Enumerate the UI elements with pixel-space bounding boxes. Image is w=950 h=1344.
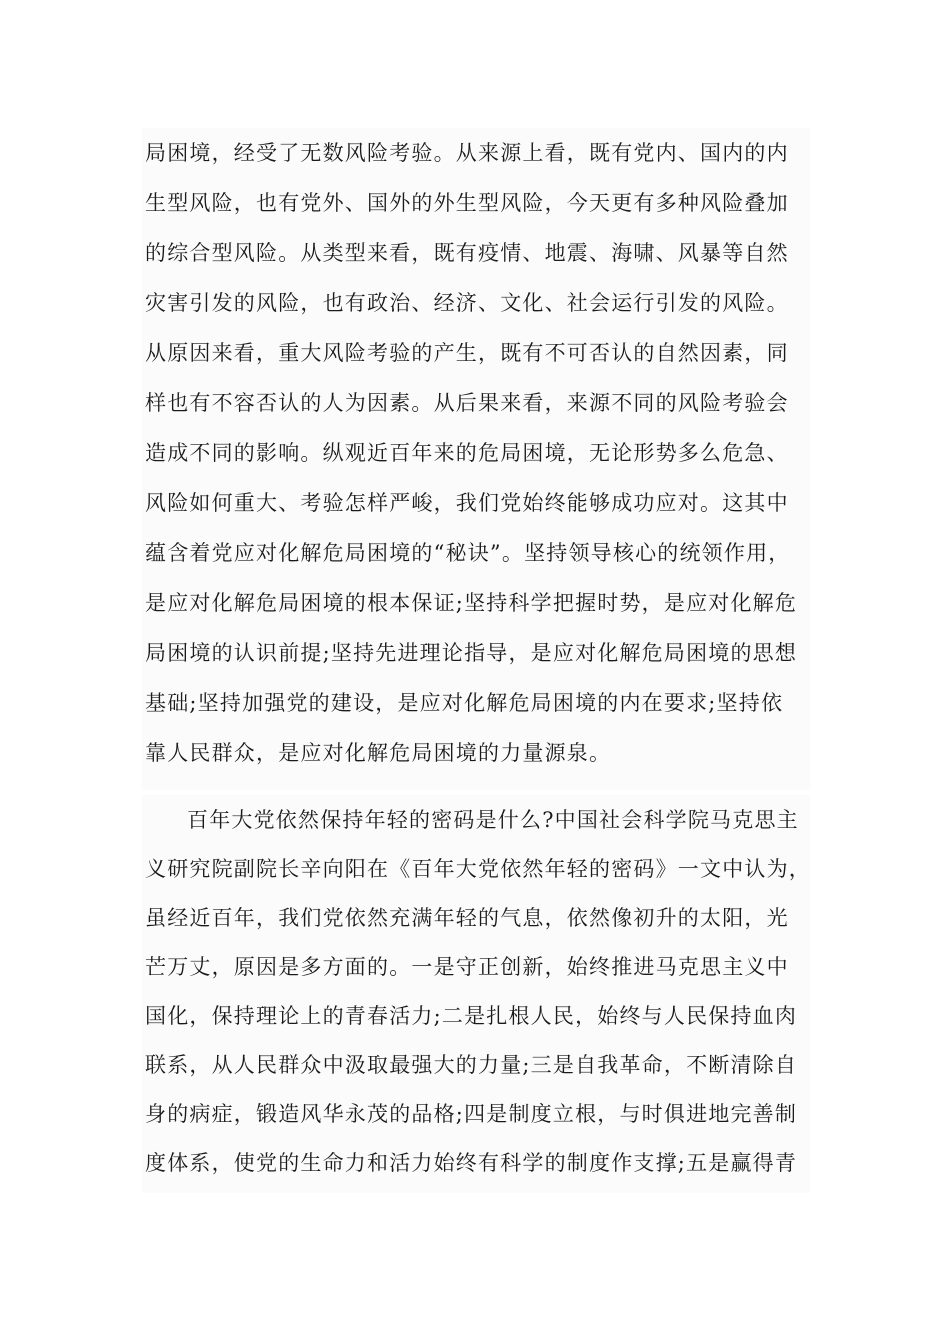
- paragraph-1-line: 样也有不容否认的人为因素。从后果来看，来源不同的风险考验会: [145, 391, 789, 415]
- paragraph-1-line: 基础;坚持加强党的建设，是应对化解危局困境的内在要求;坚持依: [145, 691, 784, 715]
- paragraph-1-line: 是应对化解危局困境的根本保证;坚持科学把握时势，是应对化解危: [145, 591, 798, 615]
- paragraph-1-line: 局困境的认识前提;坚持先进理论指导，是应对化解危局困境的思想: [145, 641, 798, 665]
- paragraph-1-line: 的综合型风险。从类型来看，既有疫情、地震、海啸、风暴等自然: [145, 241, 789, 265]
- paragraph-2-line: 度体系，使党的生命力和活力始终有科学的制度作支撑;五是赢得青: [145, 1151, 798, 1175]
- paragraph-2: [142, 795, 810, 1193]
- paragraph-2-line: 国化，保持理论上的青春活力;二是扎根人民，始终与人民保持血肉: [145, 1004, 798, 1028]
- paragraph-1: [142, 128, 810, 790]
- paragraph-1-line: 靠人民群众，是应对化解危局困境的力量源泉。: [145, 741, 612, 765]
- paragraph-1-line: 从原因来看，重大风险考验的产生，既有不可否认的自然因素，同: [145, 341, 789, 365]
- paragraph-2-line: 百年大党依然保持年轻的密码是什么?中国社会科学院马克思主: [187, 808, 799, 832]
- paragraph-2-line: 义研究院副院长辛向阳在《百年大党依然年轻的密码》一文中认为，: [145, 857, 811, 881]
- paragraph-2-line: 联系，从人民群众中汲取最强大的力量;三是自我革命，不断清除自: [145, 1053, 798, 1077]
- paragraph-1-line: 风险如何重大、考验怎样严峻，我们党始终能够成功应对。这其中: [145, 491, 789, 515]
- paragraph-1-line: 造成不同的影响。纵观近百年来的危局困境，无论形势多么危急、: [145, 441, 789, 465]
- paragraph-1-line: 生型风险，也有党外、国外的外生型风险，今天更有多种风险叠加: [145, 191, 789, 215]
- paragraph-1-line: 局困境，经受了无数风险考验。从来源上看，既有党内、国内的内: [145, 141, 789, 165]
- paragraph-2-line: 身的病症，锻造风华永茂的品格;四是制度立根，与时俱进地完善制: [145, 1102, 798, 1126]
- paragraph-1-line: 蕴含着党应对化解危局困境的“秘诀”。坚持领导核心的统领作用，: [145, 541, 791, 565]
- paragraph-1-line: 灾害引发的风险，也有政治、经济、文化、社会运行引发的风险。: [145, 291, 789, 315]
- paragraph-2-line: 虽经近百年，我们党依然充满年轻的气息，依然像初升的太阳，光: [145, 906, 789, 930]
- paragraph-2-line: 芒万丈，原因是多方面的。一是守正创新，始终推进马克思主义中: [145, 955, 789, 979]
